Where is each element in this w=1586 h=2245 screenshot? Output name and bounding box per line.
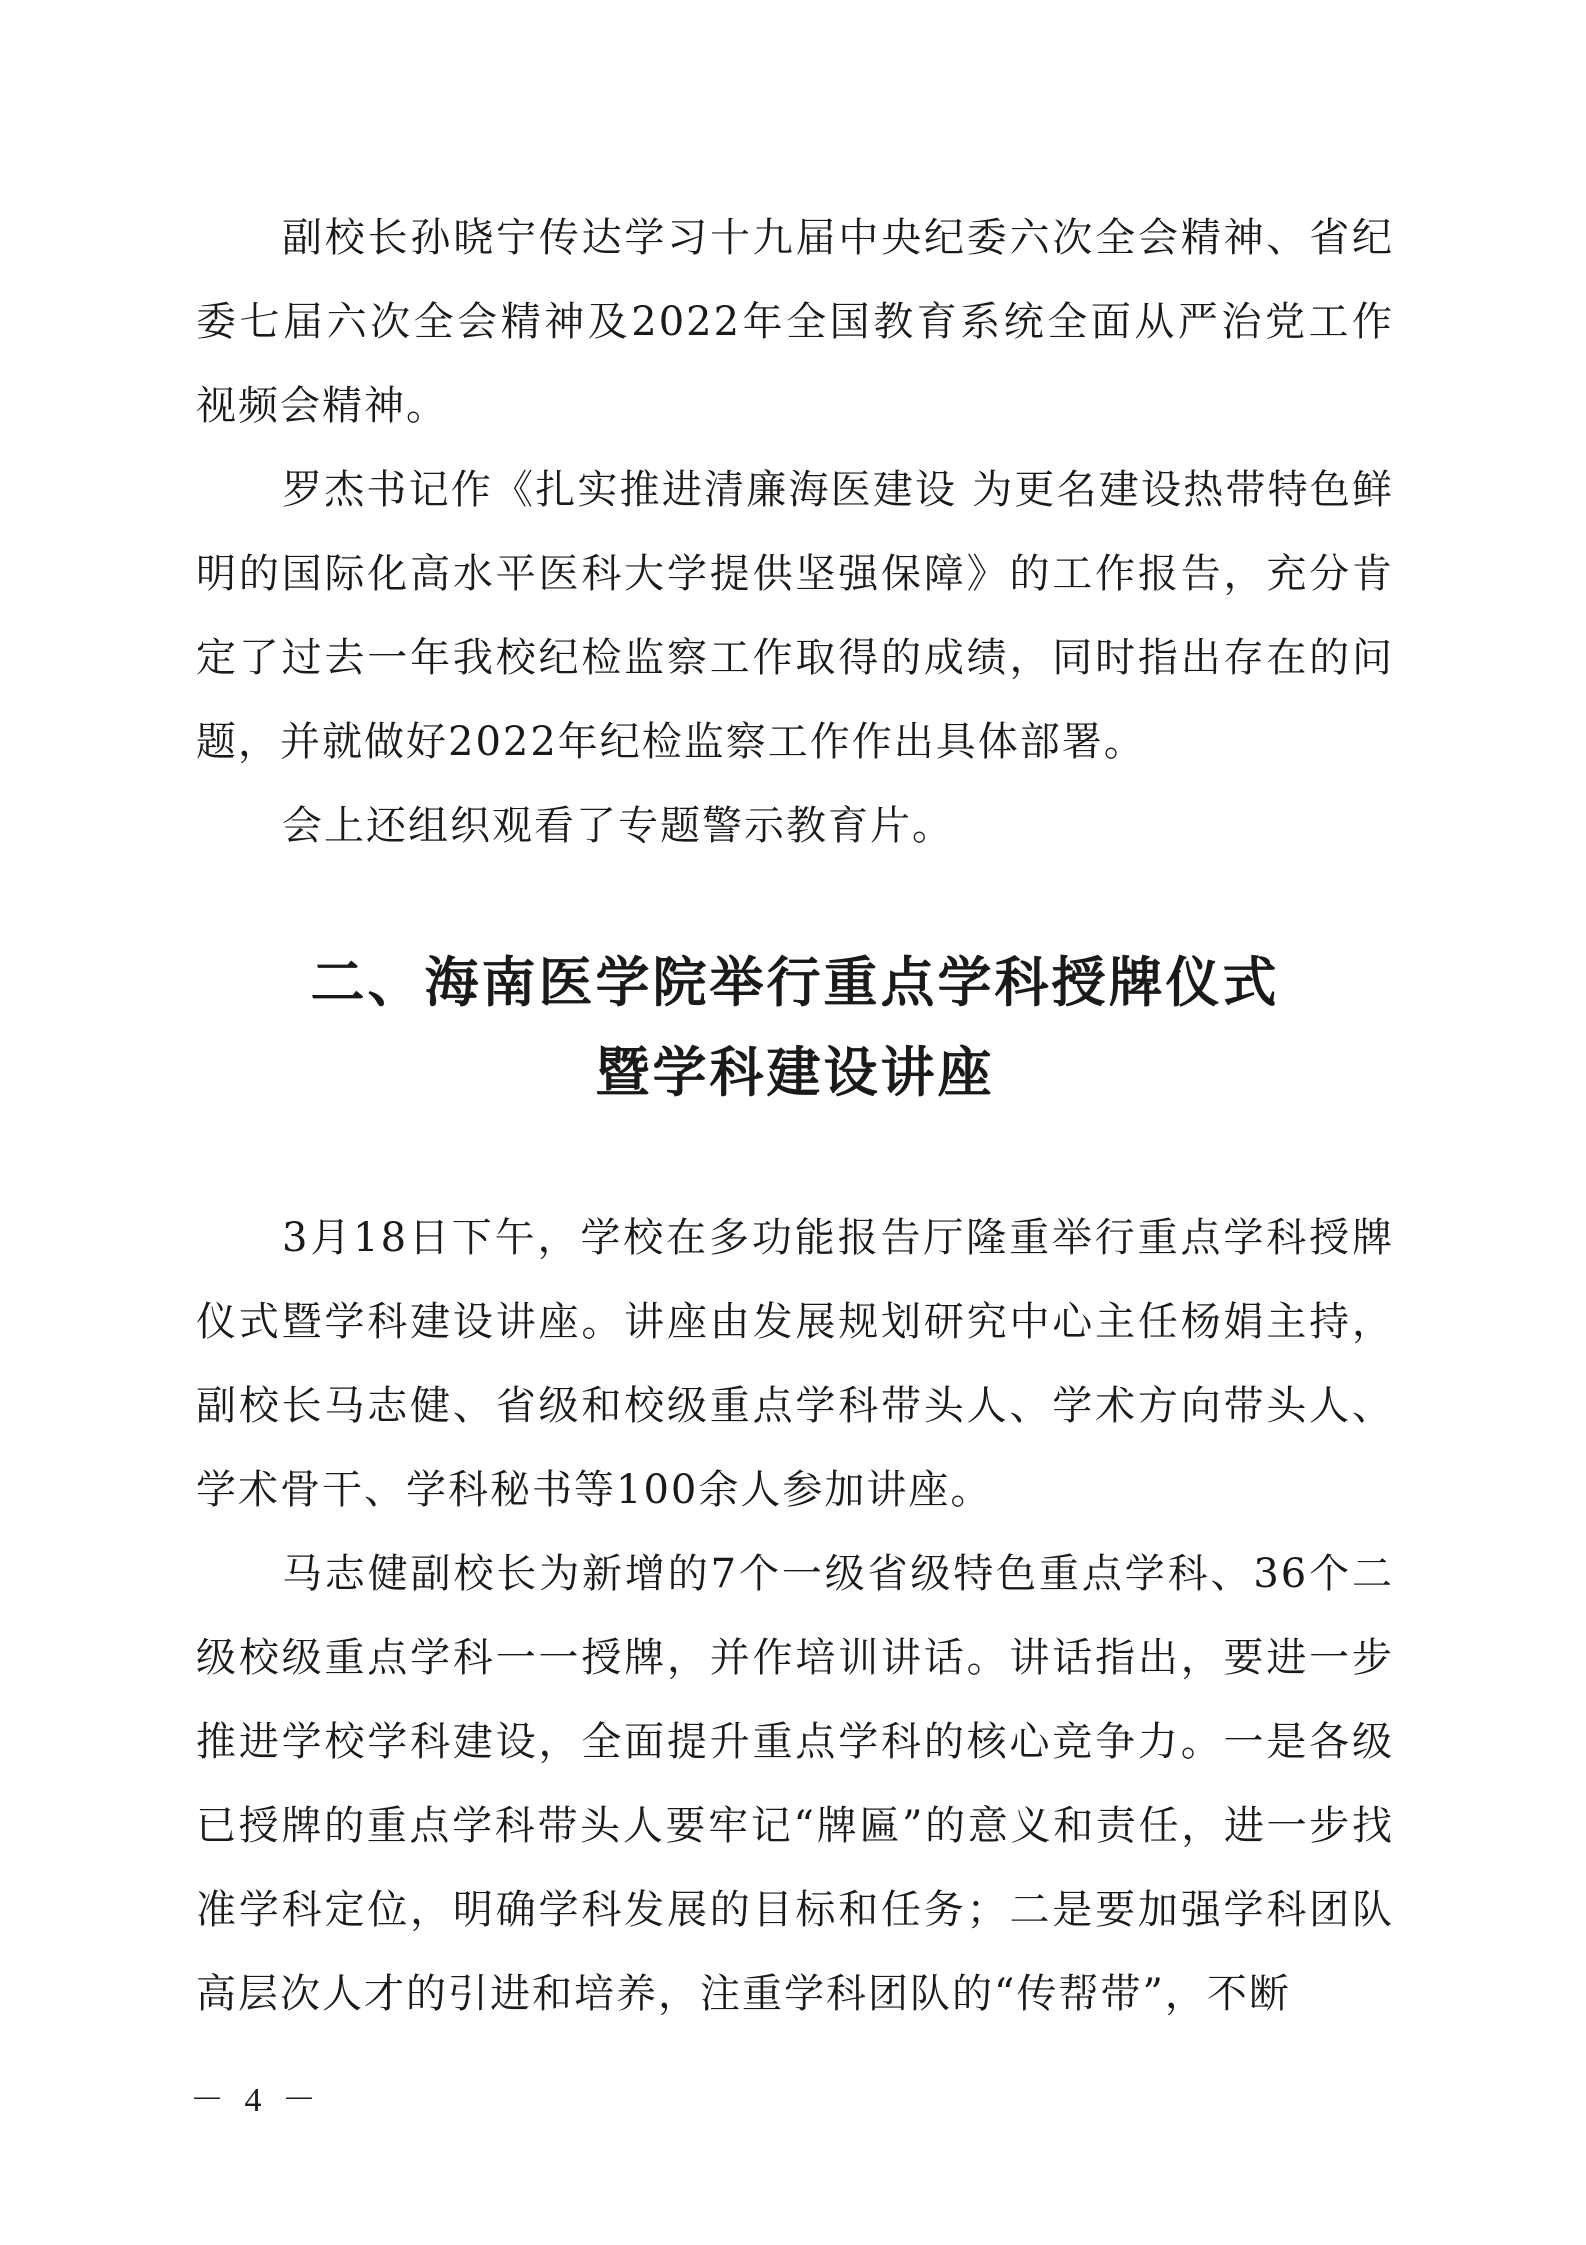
section-heading bbox=[196, 938, 1394, 1118]
page-number: － 4 － bbox=[190, 2082, 322, 2119]
paragraph-sun-xiaoning: 副校长孙晓宁传达学习十九届中央纪委六次全会精神、省纪委七届六次全会精神及2022年全国教育系统全面从严治党工作视频会精神。 bbox=[196, 215, 1394, 429]
section-heading-line2: 暨学科建设讲座 bbox=[595, 1041, 995, 1104]
paragraph-warning-film: 会上还组织观看了专题警示教育片。 bbox=[282, 803, 954, 849]
section-heading-line1: 二、海南医学院举行重点学科授牌仪式 bbox=[310, 951, 1280, 1014]
paragraph-ma-zhijian-speech: 马志健副校长为新增的7个一级省级特色重点学科、36个二级校级重点学科一一授牌，并作培训讲话。讲话指出，要进一步推进学校学科建设，全面提升重点学科的核心竞争力。一是各级已授牌的重点学科带头人要牢记“牌匾”的意义和责任，进一步找准学科定位，明确学科发展的目标和任务；二是要加强学科团队高层次人才的引进和培养，注重学科团队的“传帮带”，不断 bbox=[196, 1551, 1394, 2017]
paragraph-march-18-ceremony: 3月18日下午，学校在多功能报告厅隆重举行重点学科授牌仪式暨学科建设讲座。讲座由发展规划研究中心主任杨娟主持，副校长马志健、省级和校级重点学科带头人、学术方向带头人、学术骨干、学科秘书等100余人参加讲座。 bbox=[196, 1215, 1394, 1513]
paragraph-luo-jie-report: 罗杰书记作《扎实推进清廉海医建设 为更名建设热带特色鲜明的国际化高水平医科大学提供坚强保障》的工作报告，充分肯定了过去一年我校纪检监察工作取得的成绩，同时指出存在的问题，并就做好2022年纪检监察工作作出具体部署。 bbox=[196, 467, 1394, 765]
